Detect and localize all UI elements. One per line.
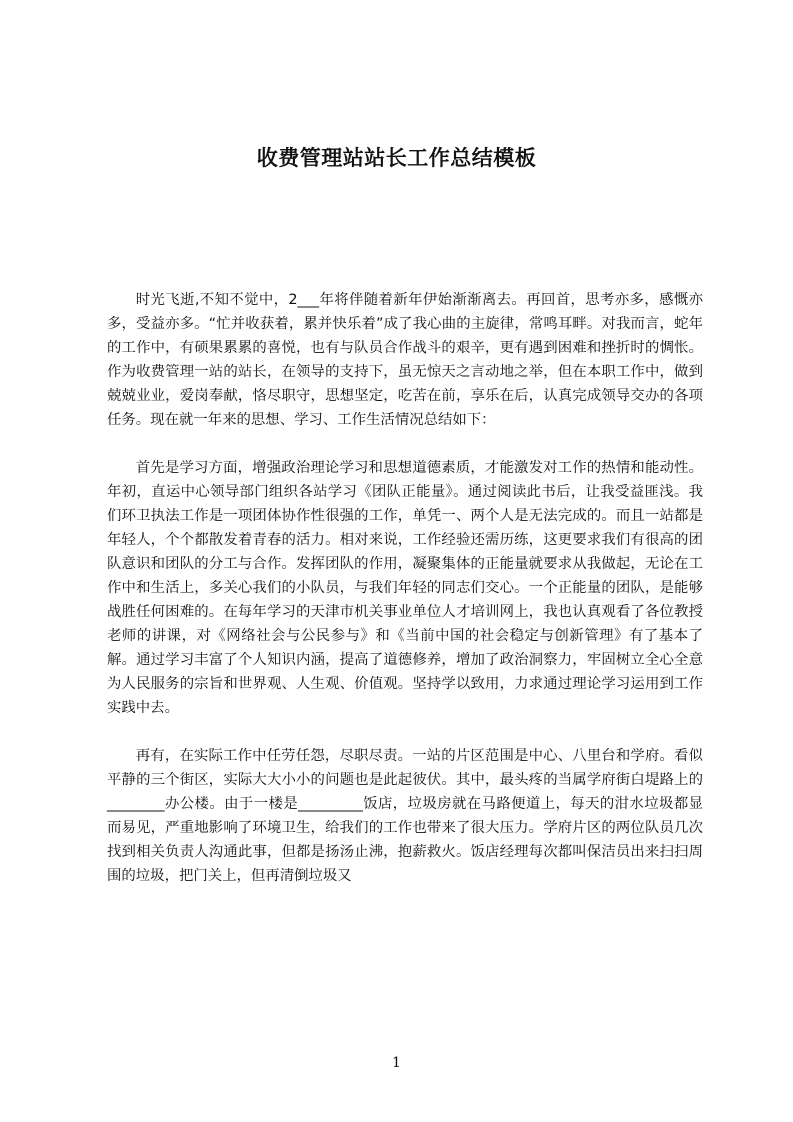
paragraph-intro: 时光飞逝,不知不觉中，2___年将伴随着新年伊始渐渐离去。再回首，思考亦多，感慨亦多，受益亦多。“忙并收获着，累并快乐着”成了我心曲的主旋律，常鸣耳畔。对我而言，蛇年的工作中，有硕果累累的喜悦，也有与队员合作战斗的艰辛，更有遇到困难和挫折时的惆怅。作为收费管理一站的站长，在领导的支持下，虽无惊天之言动地之举，但在本职工作中，做到兢兢业业，爱岗奉献，恪尽职守，思想坚定，吃苦在前，享乐在后，认真完成领导交办的各项任务。现在就一年来的思想、学习、工作生活情况总结如下： — [107, 292, 703, 428]
paragraph-study: 首先是学习方面，增强政治理论学习和思想道德素质，才能激发对工作的热情和能动性。年初，直运中心领导部门组织各站学习《团队正能量》。通过阅读此书后，让我受益匪浅。我们环卫执法工作是一项团体协作性很强的工作，单凭一、两个人是无法完成的。而且一站都是年轻人，个个都散发着青春的活力。相对来说，工作经验还需历练，这更要求我们有很高的团队意识和团队的分工与合作。发挥团队的作用，凝聚集体的正能量就要求从我做起，无论在工作中和生活上，多关心我们的小队员，与我们年轻的同志们交心。一个正能量的团队，是能够战胜任何困难的。在每年学习的天津市机关事业单位人才培训网上，我也认真观看了各位教授老师的讲课，对《网络社会与公民参与》和《当前中国的社会稳定与创新管理》有了基本了解。通过学习丰富了个人知识内涵，提高了道德修养，增加了政治洞察力，牢固树立全心全意为人民服务的宗旨和世界观、人生观、价值观。坚持学以致用，力求通过理论学习运用到工作实践中去。 — [107, 460, 703, 716]
document-title: 收费管理站站长工作总结模板 — [256, 146, 537, 170]
paragraph-work: 再有，在实际工作中任劳任怨，尽职尽责。一站的片区范围是中心、八里台和学府。看似平静的三个街区，实际大大小小的问题也是此起彼伏。其中，最头疼的当属学府街白堤路上的________办公楼。由于一楼是_________饭店，垃圾房就在马路便道上，每天的泔水垃圾都显而易见，严重地影响了环境卫生，给我们的工作也带来了很大压力。学府片区的两位队员几次找到相关负责人沟通此事，但都是扬汤止沸，抱薪救火。饭店经理每次都叫保洁员出来扫扫周围的垃圾，把门关上，但再清倒垃圾又 — [107, 748, 703, 884]
page-number: 1 — [392, 1055, 401, 1071]
document-body — [107, 288, 703, 888]
